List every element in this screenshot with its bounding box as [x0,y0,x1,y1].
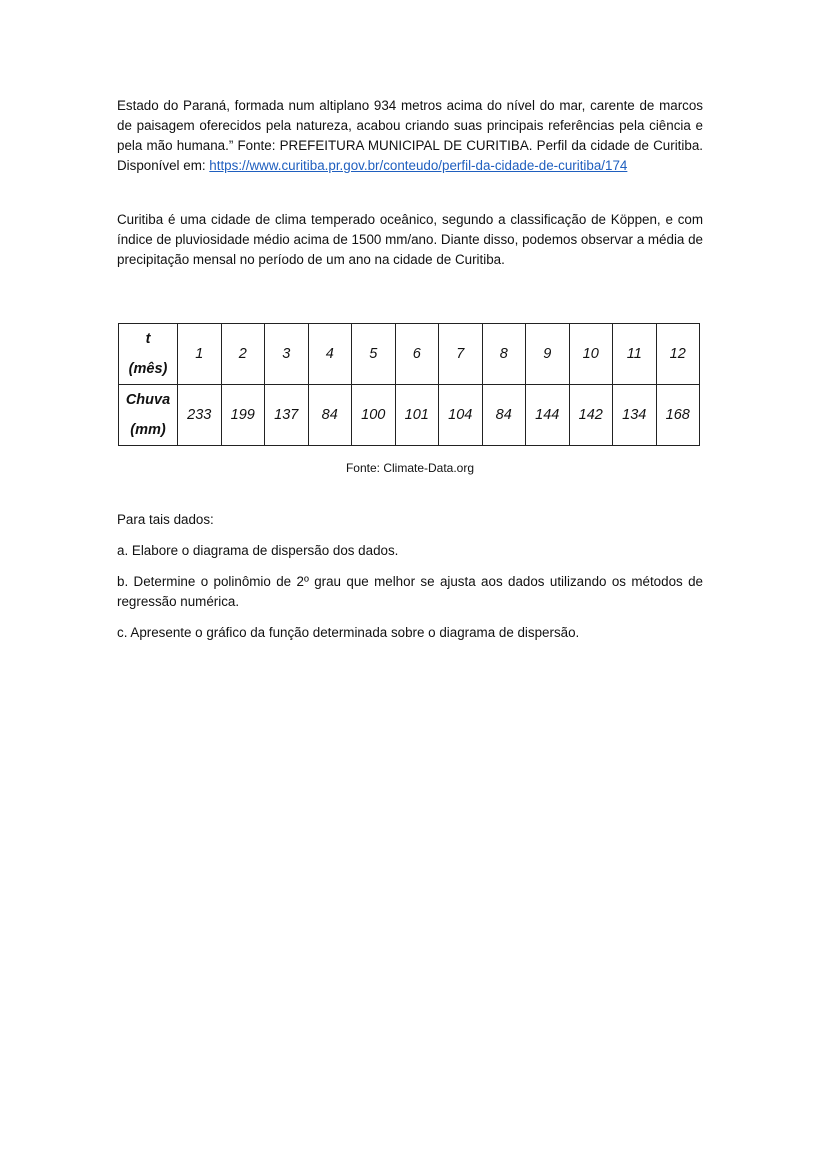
rain-cell: 137 [265,385,309,446]
month-header-unit: (mês) [128,361,168,377]
rain-cell: 144 [526,385,570,446]
table-caption: Fonte: Climate-Data.org [345,461,475,475]
rain-cell: 168 [656,385,700,446]
intro-paragraph [117,96,703,176]
month-cell: 3 [265,324,309,385]
rain-header [119,385,178,446]
rainfall-table [118,323,700,446]
rain-cell: 84 [308,385,352,446]
question-a: a. Elabore o diagrama de dispersão dos dados. [117,543,399,558]
table-row-rain [119,385,700,446]
rain-cell: 233 [178,385,222,446]
rain-cell: 134 [613,385,657,446]
rain-header-unit: (mm) [130,422,166,438]
question-c: c. Apresente o gráfico da função determinada sobre o diagrama de dispersão. [117,625,580,640]
rain-cell: 142 [569,385,613,446]
rain-cell: 100 [352,385,396,446]
intro-text: Estado do Paraná, formada num altiplano 934 metros acima do nível do mar, carente de marcos de paisagem oferecidos pela natureza, acabou criando suas principais referências pela ciência e pela mão humana.” Fonte: PREFEITURA MUNICIPAL DE CURITIBA. Perfil da cidade de Curitiba. Disponível em: [117,98,703,173]
question-b: b. Determine o polinômio de 2º grau que melhor se ajusta aos dados utilizando os métodos de regressão numérica. [117,574,703,609]
month-cell: 2 [221,324,265,385]
month-cell: 7 [439,324,483,385]
month-cell: 1 [178,324,222,385]
month-cell: 4 [308,324,352,385]
month-header [119,324,178,385]
table-row-month [119,324,700,385]
rain-cell: 84 [482,385,526,446]
month-cell: 11 [613,324,657,385]
rain-cell: 104 [439,385,483,446]
month-cell: 8 [482,324,526,385]
rain-cell: 199 [221,385,265,446]
context-paragraph: Curitiba é uma cidade de clima temperado oceânico, segundo a classificação de Köppen, e com índice de pluviosidade médio acima de 1500 mm/ano. Diante disso, podemos observar a média de precipitação mensal no período de um ano na cidade de Curitiba. [117,212,703,267]
questions-section [117,510,703,654]
rain-header-label: Chuva [125,392,171,408]
month-cell: 6 [395,324,439,385]
document-body [117,96,703,270]
source-link[interactable]: https://www.curitiba.pr.gov.br/conteudo/perfil-da-cidade-de-curitiba/174 [209,158,628,173]
questions-lead: Para tais dados: [117,512,214,527]
month-cell: 9 [526,324,570,385]
month-header-symbol: t [145,331,151,347]
month-cell: 5 [352,324,396,385]
rain-cell: 101 [395,385,439,446]
month-cell: 10 [569,324,613,385]
month-cell: 12 [656,324,700,385]
